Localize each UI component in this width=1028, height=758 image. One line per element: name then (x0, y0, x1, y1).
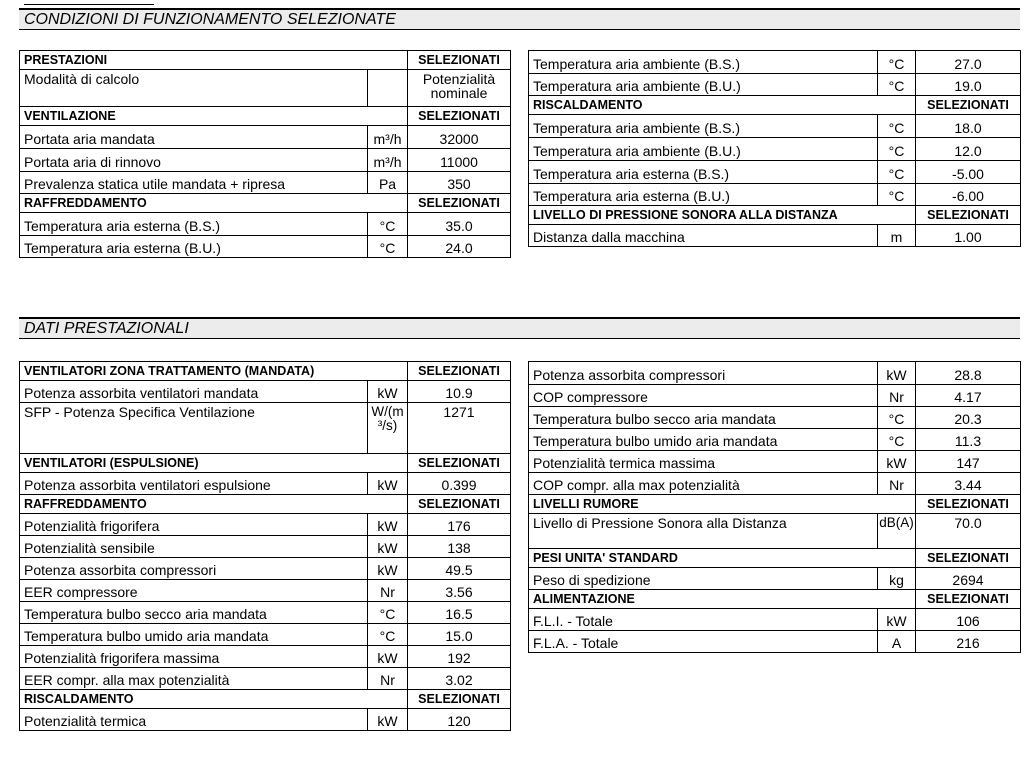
table-header-row (20, 194, 511, 213)
table-row (529, 451, 1021, 473)
header-value: SELEZIONATI (916, 96, 1021, 115)
table-header-row (20, 495, 511, 514)
row-label: Distanza dalla macchina (529, 225, 878, 247)
row-unit: kW (368, 558, 408, 580)
row-label: Potenzialità frigorifera (20, 514, 368, 536)
table-row (529, 115, 1021, 138)
row-value: 120 (408, 709, 511, 731)
section-title: CONDIZIONI DI FUNZIONAMENTO SELEZIONATE (24, 11, 396, 28)
table-row (20, 709, 511, 731)
header-label: PRESTAZIONI (20, 51, 408, 70)
table-row (529, 429, 1021, 451)
row-unit: kW (368, 381, 408, 403)
row-unit: Nr (368, 580, 408, 602)
table-header-row (529, 549, 1021, 568)
row-value: 15.0 (408, 624, 511, 646)
row-label: Temperatura aria ambiente (B.U.) (529, 138, 878, 161)
row-value: 24.0 (408, 236, 511, 258)
section-title: DATI PRESTAZIONALI (24, 320, 189, 337)
header-value: SELEZIONATI (916, 549, 1021, 568)
header-value: SELEZIONATI (916, 590, 1021, 609)
row-unit: dB(A) (878, 514, 916, 549)
header-label: ALIMENTAZIONE (529, 590, 916, 609)
header-value: SELEZIONATI (408, 51, 511, 70)
row-label: Potenza assorbita compressori (529, 362, 878, 385)
row-unit: W/(m³/s) (368, 403, 408, 454)
table-row (529, 385, 1021, 407)
row-unit: °C (878, 74, 916, 96)
row-unit: °C (878, 161, 916, 184)
row-value: 0.399 (408, 473, 511, 495)
row-value: 350 (408, 172, 511, 194)
row-value: 216 (916, 631, 1021, 653)
row-value: 70.0 (916, 514, 1021, 549)
row-label: Temperatura bulbo secco aria mandata (529, 407, 878, 429)
table-row (529, 161, 1021, 184)
table-row (529, 138, 1021, 161)
table-header-row (20, 51, 511, 70)
header-label: RAFFREDDAMENTO (20, 194, 408, 213)
row-label: Portata aria di rinnovo (20, 149, 368, 172)
row-unit: kW (368, 709, 408, 731)
row-label: Temperatura aria ambiente (B.U.) (529, 74, 878, 96)
table-header-row (20, 362, 511, 381)
row-label: Temperatura aria esterna (B.U.) (529, 184, 878, 206)
row-value: 192 (408, 646, 511, 668)
table-row (20, 514, 511, 536)
row-unit: °C (878, 407, 916, 429)
row-value: 11.3 (916, 429, 1021, 451)
row-label: Temperatura bulbo umido aria mandata (20, 624, 368, 646)
table-row (20, 172, 511, 194)
table-row (529, 568, 1021, 590)
row-unit: Nr (878, 473, 916, 495)
cut-off-header-fragment (24, 0, 154, 5)
row-unit: °C (878, 51, 916, 74)
table-header-row (529, 590, 1021, 609)
row-unit: m (878, 225, 916, 247)
row-value: 4.17 (916, 385, 1021, 407)
row-label: Temperatura aria esterna (B.S.) (20, 213, 368, 236)
row-value: 20.3 (916, 407, 1021, 429)
row-value: 2694 (916, 568, 1021, 590)
row-unit (368, 70, 408, 107)
table-row (20, 236, 511, 258)
table-header-row (20, 454, 511, 473)
table-row (529, 609, 1021, 631)
row-label: Potenzialità frigorifera massima (20, 646, 368, 668)
row-value: 3.56 (408, 580, 511, 602)
table-row (529, 184, 1021, 206)
row-unit: °C (878, 138, 916, 161)
row-value: 1.00 (916, 225, 1021, 247)
row-value: 3.44 (916, 473, 1021, 495)
table-row (529, 362, 1021, 385)
table-header-row (529, 495, 1021, 514)
table-row (529, 514, 1021, 549)
table-conditions-right (528, 50, 1021, 247)
row-unit: kW (878, 451, 916, 473)
table-row (20, 403, 511, 454)
row-value: -5.00 (916, 161, 1021, 184)
row-unit: Nr (368, 668, 408, 690)
row-label: Potenzialità sensibile (20, 536, 368, 558)
table-row (529, 74, 1021, 96)
table-header-row (20, 107, 511, 126)
row-unit: Pa (368, 172, 408, 194)
row-unit: kW (368, 514, 408, 536)
row-unit: °C (368, 236, 408, 258)
header-value: SELEZIONATI (408, 454, 511, 473)
row-label: Potenza assorbita compressori (20, 558, 368, 580)
header-label: VENTILATORI ZONA TRATTAMENTO (MANDATA) (20, 362, 408, 381)
row-label: Temperatura aria ambiente (B.S.) (529, 115, 878, 138)
header-label: RISCALDAMENTO (529, 96, 916, 115)
header-label: LIVELLO DI PRESSIONE SONORA ALLA DISTANZA (529, 206, 916, 225)
table-row (20, 668, 511, 690)
row-value: -6.00 (916, 184, 1021, 206)
row-value: 106 (916, 609, 1021, 631)
row-label: F.L.A. - Totale (529, 631, 878, 653)
table-performance-right (528, 361, 1021, 653)
row-unit: kW (368, 536, 408, 558)
header-value: SELEZIONATI (408, 495, 511, 514)
row-unit: kW (878, 362, 916, 385)
row-label: SFP - Potenza Specifica Ventilazione (20, 403, 368, 454)
table-row (529, 225, 1021, 247)
table-row (529, 407, 1021, 429)
table-header-row (20, 690, 511, 709)
row-value: 176 (408, 514, 511, 536)
row-label: Temperatura aria esterna (B.U.) (20, 236, 368, 258)
row-value: 147 (916, 451, 1021, 473)
row-label: Potenzialità termica massima (529, 451, 878, 473)
row-unit: kg (878, 568, 916, 590)
header-label: RAFFREDDAMENTO (20, 495, 408, 514)
row-unit: kW (878, 609, 916, 631)
table-row (529, 51, 1021, 74)
row-value: 49.5 (408, 558, 511, 580)
row-label: Temperatura bulbo secco aria mandata (20, 602, 368, 624)
table-row (20, 149, 511, 172)
row-value: 19.0 (916, 74, 1021, 96)
table-header-row (529, 96, 1021, 115)
table-row (20, 558, 511, 580)
header-value: SELEZIONATI (916, 206, 1021, 225)
row-label: EER compr. alla max potenzialità (20, 668, 368, 690)
row-unit: Nr (878, 385, 916, 407)
row-label: Peso di spedizione (529, 568, 878, 590)
row-unit: °C (368, 602, 408, 624)
row-value: 32000 (408, 126, 511, 149)
table-row (20, 213, 511, 236)
row-value: 28.8 (916, 362, 1021, 385)
table-row (20, 624, 511, 646)
table-row (20, 126, 511, 149)
row-value: 35.0 (408, 213, 511, 236)
row-label: EER compressore (20, 580, 368, 602)
row-label: Livello di Pressione Sonora alla Distanza (529, 514, 878, 549)
row-value: 16.5 (408, 602, 511, 624)
header-value: SELEZIONATI (408, 362, 511, 381)
table-row (20, 536, 511, 558)
row-label: Potenza assorbita ventilatori mandata (20, 381, 368, 403)
row-value: 27.0 (916, 51, 1021, 74)
row-unit: m³/h (368, 149, 408, 172)
section-header-conditions (19, 8, 1020, 30)
header-value: SELEZIONATI (916, 495, 1021, 514)
row-unit: °C (878, 184, 916, 206)
row-value: 18.0 (916, 115, 1021, 138)
header-label: VENTILATORI (ESPULSIONE) (20, 454, 408, 473)
table-performance-left (19, 361, 511, 731)
row-label: Portata aria mandata (20, 126, 368, 149)
header-value: SELEZIONATI (408, 690, 511, 709)
header-label: RISCALDAMENTO (20, 690, 408, 709)
row-label: Potenza assorbita ventilatori espulsione (20, 473, 368, 495)
row-value: 138 (408, 536, 511, 558)
row-label: Modalità di calcolo (20, 70, 368, 107)
row-label: COP compressore (529, 385, 878, 407)
row-unit: °C (368, 624, 408, 646)
row-value: 11000 (408, 149, 511, 172)
row-label: Temperatura bulbo umido aria mandata (529, 429, 878, 451)
row-label: F.L.I. - Totale (529, 609, 878, 631)
row-value: 3.02 (408, 668, 511, 690)
row-value: 10.9 (408, 381, 511, 403)
table-row (529, 631, 1021, 653)
table-row (529, 473, 1021, 495)
row-unit: °C (368, 213, 408, 236)
table-conditions-left (19, 50, 511, 258)
row-value: 1271 (408, 403, 511, 454)
row-unit: kW (368, 646, 408, 668)
table-row (20, 70, 511, 107)
table-row (20, 602, 511, 624)
row-unit: °C (878, 429, 916, 451)
row-label: Temperatura aria esterna (B.S.) (529, 161, 878, 184)
table-header-row (529, 206, 1021, 225)
section-header-performance (19, 317, 1020, 339)
header-label: VENTILAZIONE (20, 107, 408, 126)
header-label: PESI UNITA' STANDARD (529, 549, 916, 568)
table-row (20, 580, 511, 602)
row-label: COP compr. alla max potenzialità (529, 473, 878, 495)
table-row (20, 646, 511, 668)
row-label: Prevalenza statica utile mandata + ripresa (20, 172, 368, 194)
header-value: SELEZIONATI (408, 194, 511, 213)
row-value: Potenzialità nominale (408, 70, 511, 107)
header-label: LIVELLI RUMORE (529, 495, 916, 514)
row-unit: m³/h (368, 126, 408, 149)
header-value: SELEZIONATI (408, 107, 511, 126)
table-row (20, 473, 511, 495)
table-row (20, 381, 511, 403)
row-unit: °C (878, 115, 916, 138)
row-unit: A (878, 631, 916, 653)
row-label: Potenzialità termica (20, 709, 368, 731)
row-label: Temperatura aria ambiente (B.S.) (529, 51, 878, 74)
row-value: 12.0 (916, 138, 1021, 161)
row-unit: kW (368, 473, 408, 495)
